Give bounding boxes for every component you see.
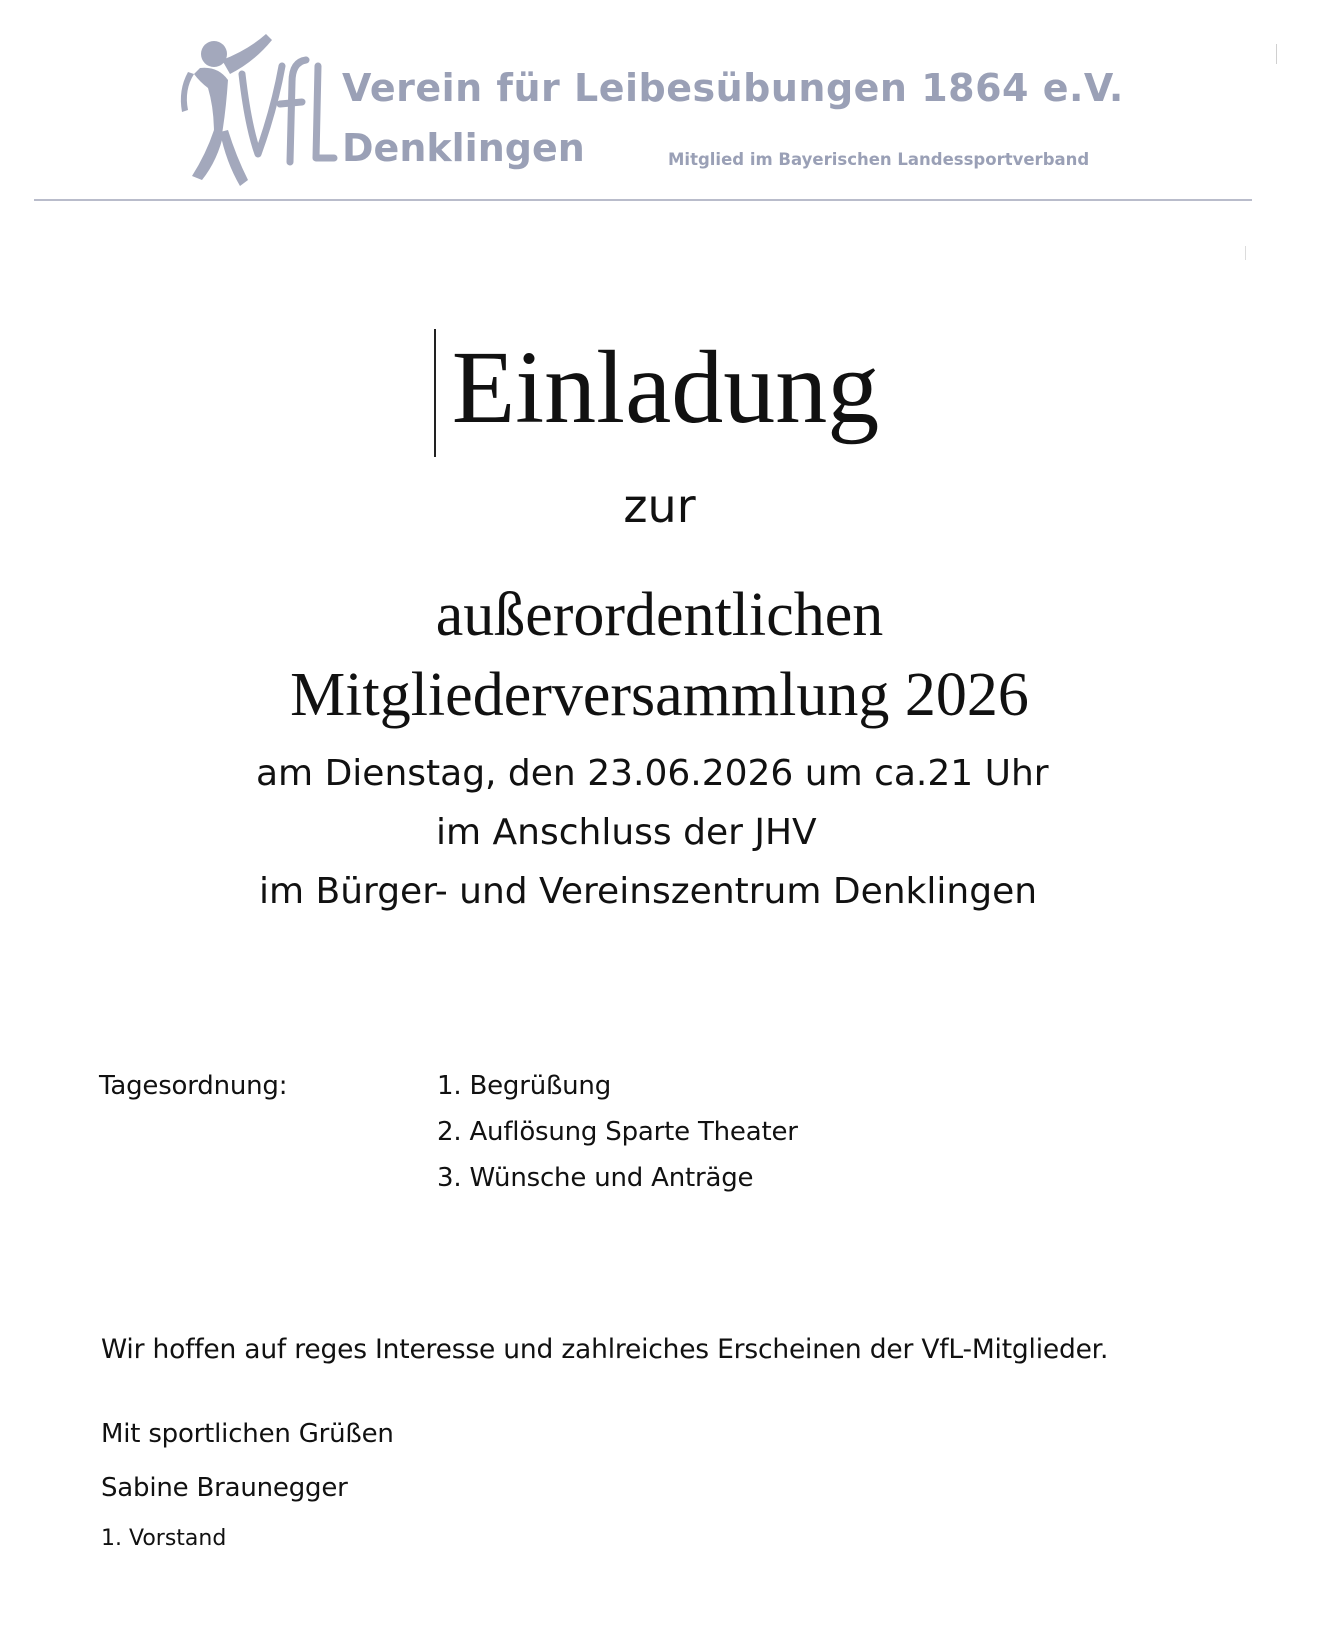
vfl-logo	[178, 30, 338, 190]
club-town: Denklingen	[342, 126, 585, 170]
greeting: Mit sportlichen Grüßen	[101, 1419, 394, 1449]
meeting-name: Mitgliederversammlung 2026	[290, 661, 1029, 729]
meeting-location: im Bürger- und Vereinszentrum Denklingen	[259, 871, 1038, 912]
meeting-sequence: im Anschluss der JHV	[436, 812, 817, 853]
scan-mark	[1276, 44, 1277, 64]
meeting-type: außerordentlichen	[435, 581, 884, 649]
signer-role: 1. Vorstand	[101, 1526, 227, 1551]
agenda-item: 1. Begrüßung	[437, 1071, 612, 1101]
club-name: Verein für Leibesübungen 1864 e.V.	[342, 66, 1124, 110]
page-title: Einladung	[451, 330, 880, 445]
header-divider	[34, 199, 1252, 201]
closing-note: Wir hoffen auf reges Interesse und zahlreiches Erscheinen der VfL-Mitglieder.	[101, 1334, 1109, 1365]
membership-note: Mitglied im Bayerischen Landessportverband	[668, 150, 1090, 169]
vfl-logo-label: VfL	[178, 30, 180, 31]
meeting-date: am Dienstag, den 23.06.2026 um ca.21 Uhr	[256, 753, 1049, 794]
signer-name: Sabine Braunegger	[101, 1473, 348, 1503]
agenda-label: Tagesordnung:	[99, 1071, 288, 1101]
agenda-item: 2. Auflösung Sparte Theater	[437, 1117, 798, 1147]
title-connector: zur	[623, 479, 696, 533]
scan-mark	[1245, 246, 1246, 260]
agenda-item: 3. Wünsche und Anträge	[437, 1163, 754, 1193]
